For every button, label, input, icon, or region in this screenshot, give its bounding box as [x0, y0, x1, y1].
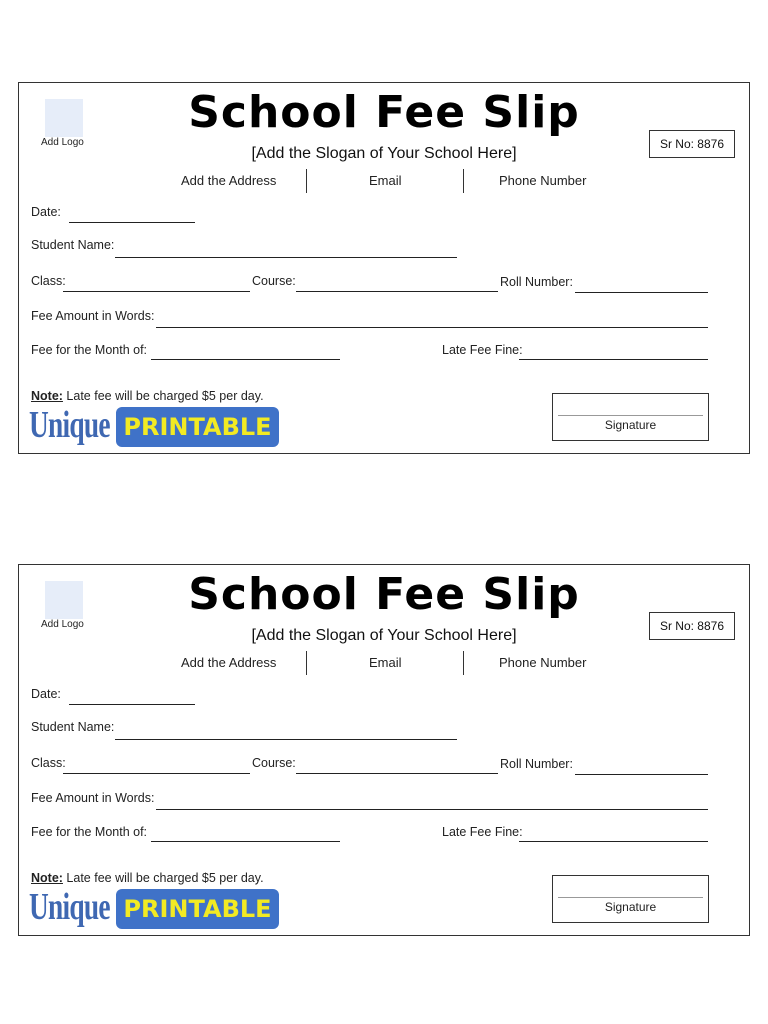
- student-name-field[interactable]: [115, 257, 457, 258]
- roll-number-field[interactable]: [575, 292, 708, 293]
- fee-month-field[interactable]: [151, 359, 340, 360]
- serial-number: Sr No: 8876: [649, 130, 735, 158]
- school-phone: Phone Number: [499, 173, 587, 188]
- student-name-field[interactable]: [115, 739, 457, 740]
- note-text: Late fee will be charged $5 per day.: [62, 871, 264, 885]
- course-field[interactable]: [296, 773, 498, 774]
- fee-month-label: Fee for the Month of:: [31, 343, 148, 357]
- date-field[interactable]: [69, 222, 195, 223]
- fee-words-label: Fee Amount in Words:: [31, 791, 155, 805]
- late-fee-note: [31, 389, 264, 403]
- course-label: Course:: [252, 274, 296, 288]
- late-fee-label: Late Fee Fine:: [442, 825, 523, 839]
- date-field[interactable]: [69, 704, 195, 705]
- school-address: Add the Address: [181, 173, 277, 188]
- brand-logo-printable: PRINTABLE: [116, 407, 279, 447]
- signature-line: [558, 415, 703, 416]
- signature-label: Signature: [604, 418, 657, 432]
- school-slogan: [Add the Slogan of Your School Here]: [251, 627, 517, 644]
- school-email: Email: [369, 173, 402, 188]
- signature-label: Signature: [604, 900, 657, 914]
- fee-words-label: Fee Amount in Words:: [31, 309, 155, 323]
- school-phone: Phone Number: [499, 655, 587, 670]
- fee-month-label: Fee for the Month of:: [31, 825, 148, 839]
- date-label: Date:: [31, 205, 61, 219]
- fee-month-field[interactable]: [151, 841, 340, 842]
- course-label: Course:: [252, 756, 296, 770]
- fee-words-field[interactable]: [156, 327, 708, 328]
- date-label: Date:: [31, 687, 61, 701]
- roll-number-label: Roll Number:: [500, 275, 573, 289]
- brand-logo-printable: PRINTABLE: [116, 889, 279, 929]
- student-name-label: Student Name:: [31, 720, 115, 734]
- class-field[interactable]: [63, 773, 250, 774]
- slip-title: School Fee Slip: [188, 569, 580, 620]
- fee-slip: [18, 82, 750, 454]
- signature-line: [558, 897, 703, 898]
- signature-box[interactable]: [552, 875, 709, 923]
- late-fee-field[interactable]: [519, 841, 708, 842]
- logo-label: Add Logo: [41, 137, 84, 148]
- brand-logo-unique: Unique: [29, 886, 110, 928]
- roll-number-label: Roll Number:: [500, 757, 573, 771]
- class-label: Class:: [31, 756, 66, 770]
- divider: [463, 651, 464, 675]
- late-fee-field[interactable]: [519, 359, 708, 360]
- roll-number-field[interactable]: [575, 774, 708, 775]
- serial-number: Sr No: 8876: [649, 612, 735, 640]
- late-fee-label: Late Fee Fine:: [442, 343, 523, 357]
- note-text: Late fee will be charged $5 per day.: [62, 389, 264, 403]
- note-label: Note:: [31, 871, 63, 885]
- slip-title: School Fee Slip: [188, 87, 580, 138]
- divider: [306, 169, 307, 193]
- late-fee-note: [31, 871, 264, 885]
- school-slogan: [Add the Slogan of Your School Here]: [251, 145, 517, 162]
- signature-box[interactable]: [552, 393, 709, 441]
- student-name-label: Student Name:: [31, 238, 115, 252]
- fee-slip: [18, 564, 750, 936]
- school-address: Add the Address: [181, 655, 277, 670]
- note-label: Note:: [31, 389, 63, 403]
- class-label: Class:: [31, 274, 66, 288]
- class-field[interactable]: [63, 291, 250, 292]
- brand-logo-unique: Unique: [29, 404, 110, 446]
- divider: [306, 651, 307, 675]
- school-email: Email: [369, 655, 402, 670]
- divider: [463, 169, 464, 193]
- fee-words-field[interactable]: [156, 809, 708, 810]
- logo-label: Add Logo: [41, 619, 84, 630]
- course-field[interactable]: [296, 291, 498, 292]
